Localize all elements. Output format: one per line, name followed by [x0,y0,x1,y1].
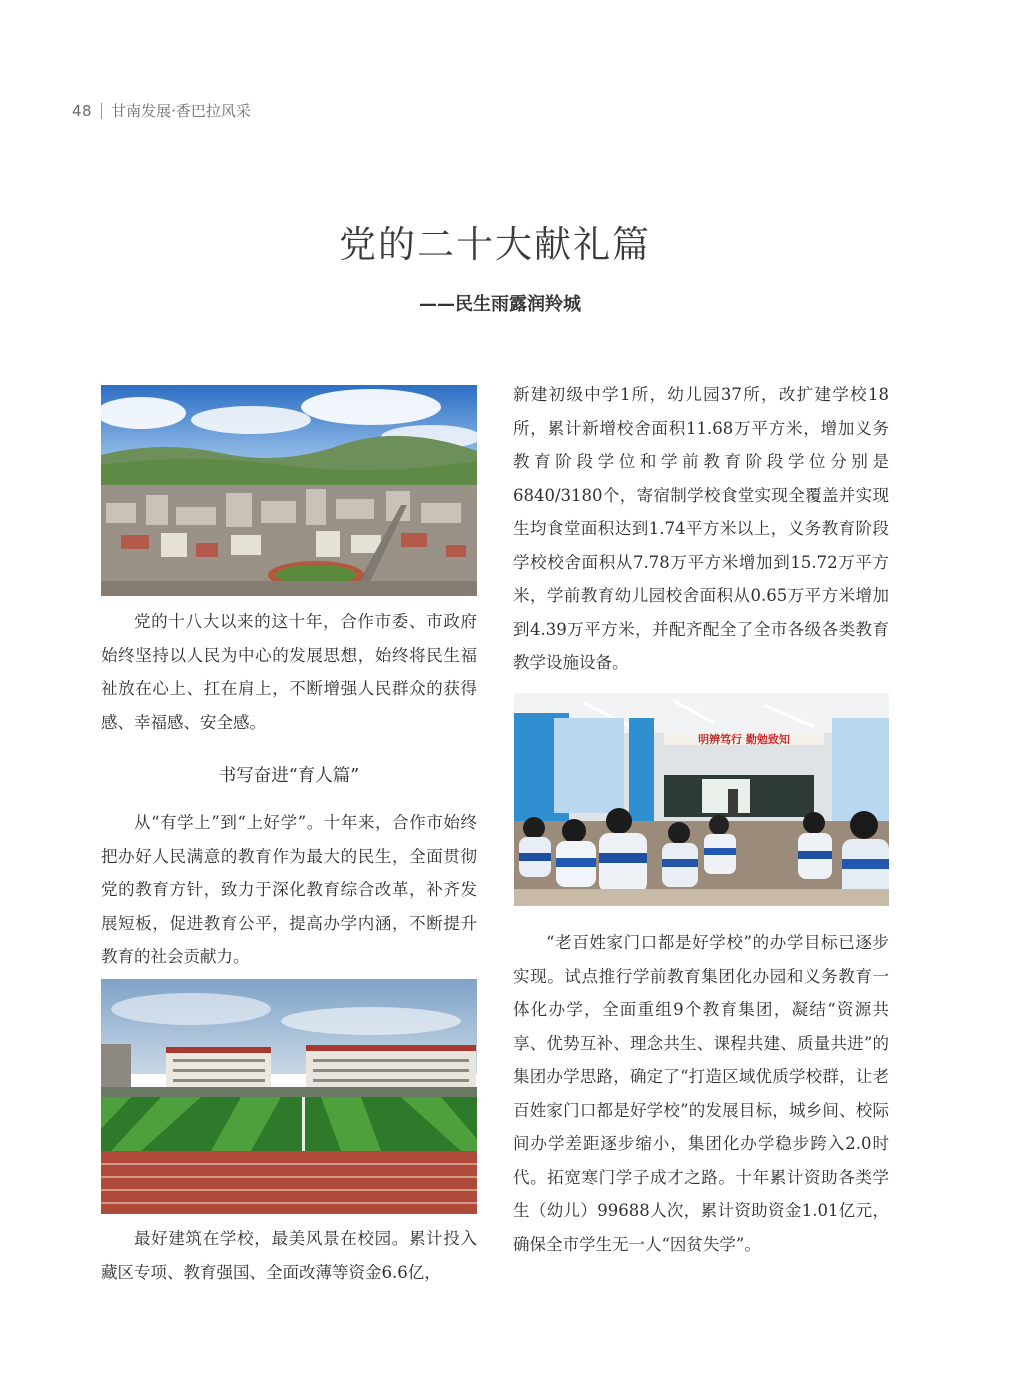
header-section: 甘南发展·香巴拉风采 [111,102,251,120]
page-number: 48 [72,101,93,120]
construction-continued-paragraph: 新建初级中学1所，幼儿园37所，改扩建学校18所，累计新增校舍面积11.68万平方米，增加义务教育阶段学位和学前教育阶段学位分别是6840/3180个，寄宿制学校食堂实现全覆盖并实现生均食堂面积达到1.74平方米以上，义务教育阶段学校校舍面积从7.78万平方米增加到15.72万平方米，学前教育幼儿园校舍面积从0.65万平方米增加到4.39万平方米，并配齐配全了全市各级各类教育教学设施设备。 [513,385,889,672]
article-subtitle: ——民生雨露润羚城 [419,294,581,315]
header-divider [101,103,102,119]
running-header [72,100,251,121]
classroom-photo [514,693,889,906]
construction-paragraph: 最好建筑在学校，最美风景在校园。累计投入藏区专项、教育强国、全面改薄等资金6.6亿， [101,1229,477,1282]
intro-paragraph: 党的十八大以来的这十年，合作市委、市政府始终坚持以人民为中心的发展思想，始终将民生福祉放在心上、扛在肩上，不断增强人民群众的获得感、幸福感、安全感。 [101,612,477,732]
school-stadium-photo [101,979,477,1214]
classroom-banner: 明辨笃行 勤勉致知 [698,733,790,746]
education-paragraph: 从“有学上”到“上好学”。十年来，合作市始终把办好人民满意的教育作为最大的民生，全面贯彻党的教育方针，致力于深化教育综合改革，补齐发展短板，促进教育公平，提高办学内涵，不断提升教育的社会贡献力。 [101,813,477,966]
article-title: 党的二十大献礼篇 [339,223,651,266]
city-aerial-photo [101,385,477,596]
section-heading: 书写奋进“育人篇” [218,766,360,786]
school-goal-paragraph: “老百姓家门口都是好学校”的办学目标已逐步实现。试点推行学前教育集团化办园和义务教育一体化办学，全面重组9个教育集团，凝结“资源共享、优势互补、理念共生、课程共建、质量共进”的集团办学思路，确定了“打造区域优质学校群，让老百姓家门口都是好学校”的发展目标，城乡间、校际间办学差距逐步缩小，集团化办学稳步跨入2.0时代。拓宽寒门学子成才之路。十年累计资助各类学生（幼儿）99688人次，累计资助资金1.01亿元，确保全市学生无一人“因贫失学”。 [513,933,889,1254]
